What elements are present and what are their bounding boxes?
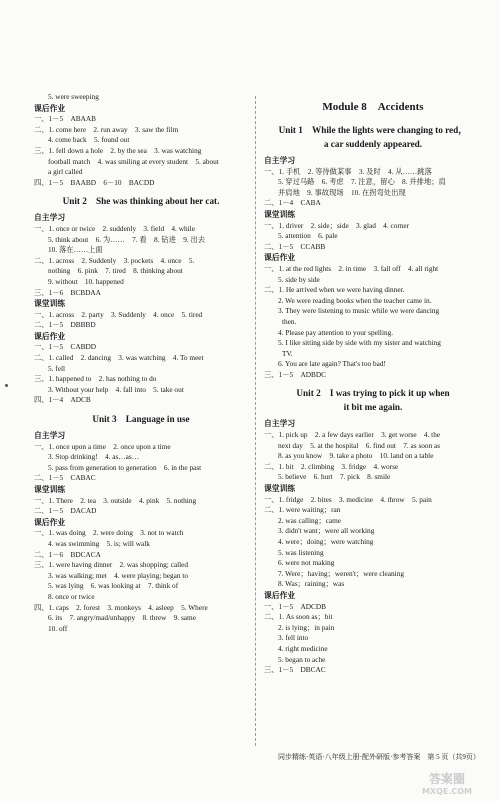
section-heading: 课堂训练 <box>34 485 66 494</box>
unit-title: Unit 2 I was trying to pick it up when <box>296 388 450 399</box>
column-divider <box>255 96 256 746</box>
right-column <box>264 92 482 676</box>
unit-title-continued: a car suddenly appeared. <box>323 139 423 149</box>
answer-line: then. <box>282 316 297 326</box>
answer-line: 一、1. 手机 2. 等待做某事 3. 及时 4. 从……跳落 <box>264 166 432 176</box>
answer-line: 一、1. once or twice 2. suddenly 3. field 4. while <box>34 223 195 233</box>
answer-line: 3. was walking; met 4. were playing; began to <box>48 570 189 580</box>
answer-line: 一、1. across 2. party 3. Suddenly 4. once 5. tired <box>34 309 203 319</box>
answer-line: 3. They were listening to music while we were dancing <box>278 306 440 316</box>
answer-line: 二、1. across 2. Suddenly 3. pockets 4. once 5. <box>34 255 195 265</box>
section-heading: 课后作业 <box>264 253 296 263</box>
answer-line: 一、1. fridge 2. bites 3. medicine 4. throw 5. pain <box>264 494 432 504</box>
answer-line: 二、1－5 DACAD <box>34 506 97 516</box>
answer-line: 4. was swimming 5. is; will walk <box>48 538 150 548</box>
answer-line: 二、1. As soon as；bit <box>264 612 333 622</box>
unit-title: Unit 2 She was thinking about her cat. <box>62 196 220 207</box>
answer-line: 一、1. at the red lights 2. in time 3. fall off 4. all right <box>264 263 439 273</box>
answer-line: 一、1－5 ADCDB <box>264 601 327 611</box>
answer-line: 3. fell into <box>278 633 309 643</box>
answer-line: 一、1. There 2. tea 3. outside 4. pink 5. nothing <box>34 495 197 505</box>
answer-line: 5. was listening <box>278 547 324 557</box>
watermark-top: 答案圈 <box>428 772 466 786</box>
answer-line: 6. You are late again? That's too bad! <box>278 359 386 369</box>
answer-line: 5. pass from generation to generation 6. in the past <box>48 462 202 472</box>
left-column <box>34 92 248 634</box>
answer-line: 10. off <box>48 623 68 633</box>
answer-line: 3. didn't want；were all working <box>278 526 375 536</box>
answer-line: 6. were not making <box>278 558 335 568</box>
section-heading: 自主学习 <box>34 213 66 223</box>
unit-title: Unit 3 Language in use <box>92 414 190 425</box>
section-heading: 课后作业 <box>264 590 296 600</box>
answer-line: 3. Stop drinking! 4. as…as… <box>48 452 140 462</box>
answer-line: next day 5. at the hospital 6. find out 7. as soon as <box>278 440 441 450</box>
answer-line: nothing 6. pink 7. tired 8. thinking about <box>48 266 183 276</box>
answer-line: 5. 穿过马路 6. 考虑 7. 注意，留心 8. 并排地；肩 <box>278 177 446 187</box>
answer-line: 6. its 7. angry/mad/unhappy 8. threw 9. same <box>48 613 196 623</box>
answer-line: 一、1. driver 2. side；side 3. glad 4. corner <box>264 220 410 230</box>
answer-line: 8. once or twice <box>48 591 95 601</box>
answer-line: 2. We were reading books when the teacher came in. <box>278 295 432 305</box>
answer-line: TV. <box>282 348 293 358</box>
answer-line: 9. without 10. happened <box>48 276 124 286</box>
answer-line: 一、1－5 CABDD <box>34 342 97 352</box>
answer-line: 5. I like sitting side by side with my sister and watching <box>278 338 441 348</box>
answer-line: 二、1－5 DBBBD <box>34 320 96 330</box>
answer-line: a girl called <box>48 167 83 177</box>
answer-line: 三、1－5 DBCAC <box>264 665 326 675</box>
watermark-bottom: MXQE.COM <box>421 787 473 796</box>
answer-line: 5. fell <box>48 363 66 373</box>
answer-line: 2. is lying；in pain <box>278 622 335 632</box>
answer-line: 5. attention 6. pale <box>278 231 338 241</box>
section-heading: 课后作业 <box>34 103 66 113</box>
unit-title-continued: it bit me again. <box>343 402 403 413</box>
section-heading: 课堂训练 <box>34 299 66 309</box>
answer-line: 4. right medicine <box>278 643 328 653</box>
section-heading: 自主学习 <box>264 156 296 165</box>
section-heading: 课后作业 <box>34 517 66 527</box>
answer-line: 2. was calling；came <box>278 515 342 525</box>
answer-line: 二、1－5 CABAC <box>34 473 96 483</box>
answer-line: 二、1. bit 2. climbing 3. fridge 4. worse <box>264 461 399 471</box>
module-title: Module 8 Accidents <box>322 101 424 113</box>
answer-line: 二、1. called 2. dancing 3. was watching 4. To meet <box>34 353 204 363</box>
section-heading: 课堂训练 <box>264 209 296 219</box>
answer-line: 8. as you know 9. take a photo 10. land on a table <box>278 451 434 461</box>
answer-line: 3. Without your help 4. fall into 5. take out <box>48 384 184 394</box>
section-heading: 自主学习 <box>264 419 296 429</box>
unit-title: Unit 1 While the lights were changing to red， <box>278 125 468 135</box>
answer-line: 三、1－6 BCBDAA <box>34 287 101 297</box>
answer-line: 四、1. caps 2. forest 3. monkeys 4. asleep 5. Where <box>34 602 208 612</box>
answer-line: 一、1－5 ABAAB <box>34 114 97 124</box>
answer-line: 5. began to ache <box>278 654 326 664</box>
answer-line: 4. were；doing；were watching <box>278 537 374 546</box>
answer-line: 二、1. He arrived when we were having dinner. <box>264 285 405 295</box>
answer-line: 四、1－5 BAABD 6－10 BACDD <box>34 177 155 187</box>
answer-line: 三、1. were having dinner 2. was shopping; called <box>34 560 189 570</box>
section-heading: 课堂训练 <box>264 484 296 494</box>
answer-line: 一、1. pick up 2. a few days earlier 3. get worse 4. the <box>264 430 441 440</box>
answer-line: 二、1－5 CCABB <box>264 241 326 251</box>
answer-line: 并肩地 9. 事故现场 10. 在拐弯处出现 <box>278 187 406 197</box>
answer-line: 5. believe 6. hurt 7. pick 8. smile <box>278 472 391 482</box>
answer-line: 5. were sweeping <box>48 92 99 101</box>
answer-line: 四、1－4 ADCB <box>34 395 91 405</box>
answer-line: 5. think about 6. 为…… 7. 看 8. 钻进 9. 出去 <box>48 234 206 244</box>
answer-line: 5. was lying 6. was looking at 7. think of <box>48 581 179 591</box>
answer-line: football match 4. was smiling at every student 5. about <box>48 156 219 166</box>
answer-line: 一、1. was doing 2. were doing 3. not to watch <box>34 528 184 538</box>
answer-line: 三、1. fell down a hole 2. by the sea 3. was watching <box>34 145 202 155</box>
answer-line: 二、1－6 BDCACA <box>34 549 101 559</box>
edge-dot <box>5 384 8 387</box>
section-heading: 自主学习 <box>34 431 66 441</box>
answer-line: 二、1－4 CABA <box>264 198 321 208</box>
page-footer: 同步精练·英语·八年级上册·配外研版·参考答案 第 5 页（共9页） <box>278 753 480 761</box>
answer-line: 4. Please pay attention to your spelling. <box>278 327 394 337</box>
answer-line: 一、1. once upon a time 2. once upon a time <box>34 441 171 451</box>
answer-line: 三、1－5 ADBDC <box>264 369 327 379</box>
section-heading: 课后作业 <box>34 331 66 341</box>
answer-line: 7. Were；having；weren't；were cleaning <box>278 568 405 578</box>
watermark-logo <box>402 770 492 796</box>
answer-line: 二、1. come here 2. run away 3. saw the film <box>34 124 179 134</box>
answer-line: 三、1. happened to 2. has nothing to do <box>34 374 157 384</box>
answer-line: 8. Was；raining；was <box>278 579 345 589</box>
answer-line: 4. come back 5. found out <box>48 135 130 145</box>
answer-line: 二、1. were waiting；ran <box>264 505 341 515</box>
answer-line: 5. side by side <box>278 274 320 284</box>
answer-line: 10. 落在……上面 <box>48 245 103 255</box>
